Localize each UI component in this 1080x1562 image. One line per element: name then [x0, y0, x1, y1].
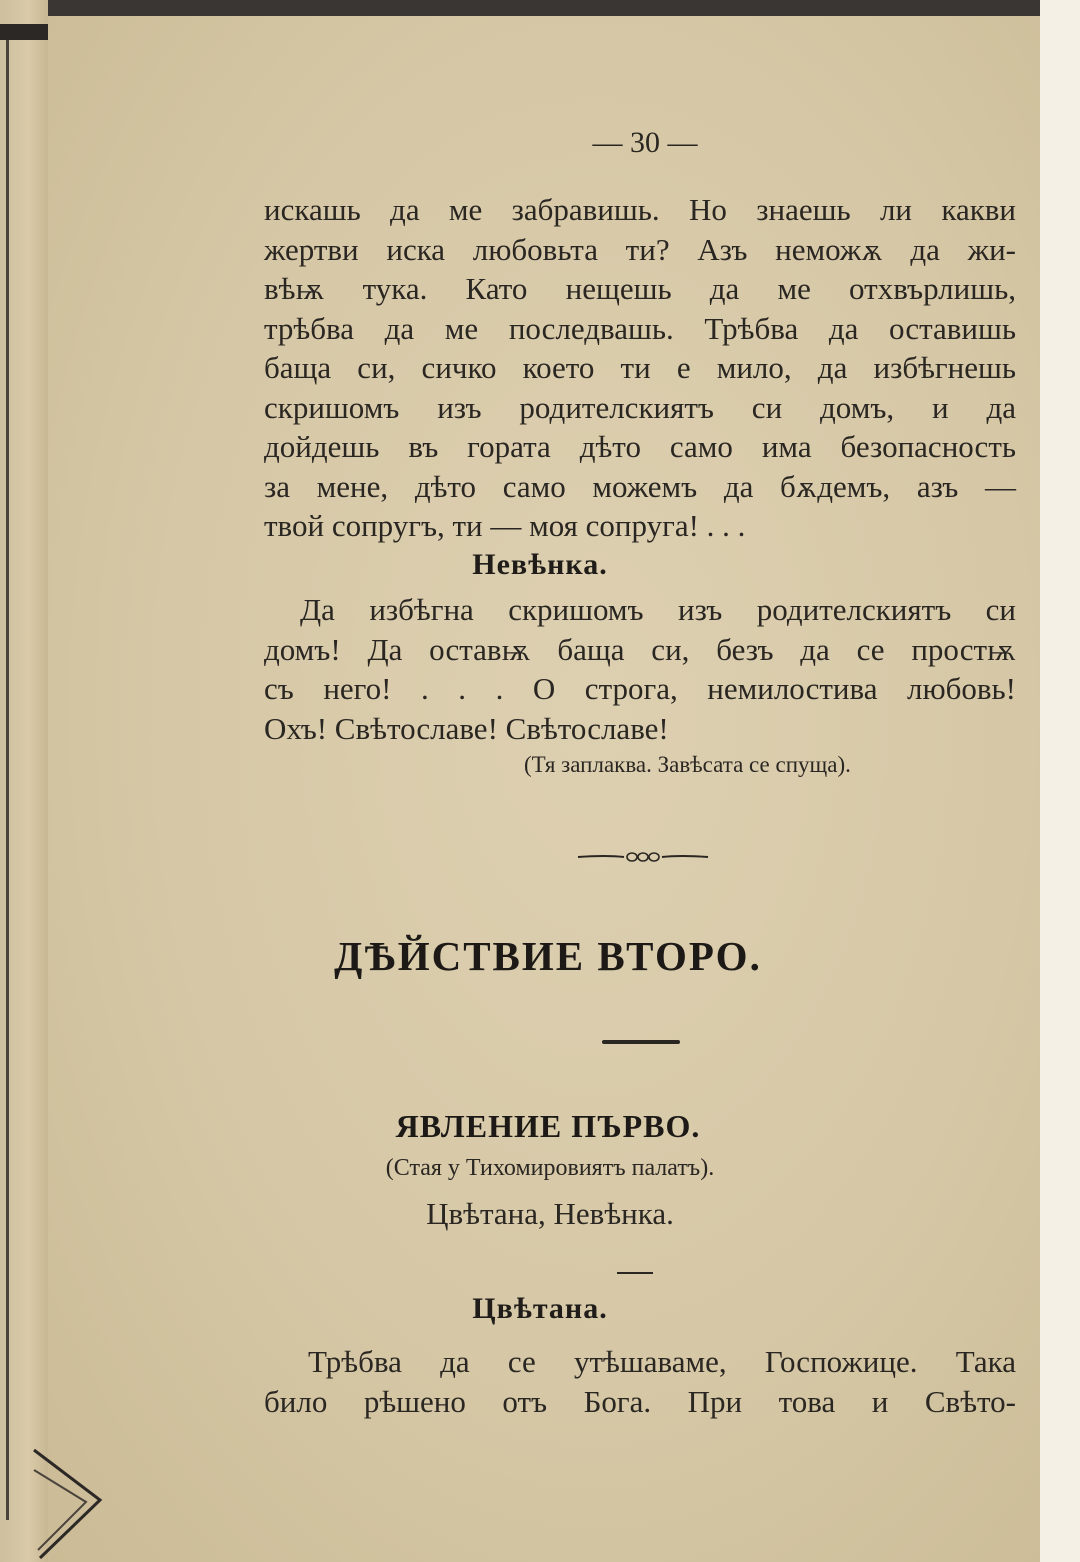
- text-line: искашь да ме забравишь. Но знаешь ли какви: [264, 192, 1016, 227]
- text-line: трѣбва да ме последвашь. Трѣбва да оставишь: [264, 310, 1016, 346]
- text-line: дойдешь въ гората дѣто само има безопасность: [264, 429, 1016, 464]
- text-line: твой сопругъ, ти — моя сопруга! . . .: [264, 508, 746, 543]
- page-number: — 30 —: [592, 126, 698, 159]
- text-line: било рѣшено отъ Бога. При това и Свѣто-: [264, 1383, 1016, 1419]
- text-line: Да избѣгна скришомъ изъ родителскиятъ си: [300, 592, 1016, 627]
- text-line: вѣѭ тука. Като нещешь да ме отхвърлишь,: [264, 271, 1016, 306]
- text-line: Охъ! Свѣтославе! Свѣтославе!: [264, 710, 669, 746]
- spine-dark-mark: [0, 24, 48, 40]
- short-rule: [617, 1272, 653, 1274]
- text-line: за мене, дѣто само можемъ да бѫдемъ, азъ —: [264, 468, 1016, 504]
- speaker-name-nevenka: Невѣнка.: [472, 548, 608, 581]
- page-fold-mark: [30, 1440, 110, 1560]
- act-title: ДѢЙСТВИЕ ВТОРО.: [334, 933, 762, 979]
- text-line: баща си, сичко което ти е мило, да избѣгнешь: [264, 350, 1016, 385]
- cast-list: Цвѣтана, Невѣнка.: [426, 1196, 674, 1231]
- text-line: скришомъ изъ родителскиятъ си домъ, и да: [264, 389, 1016, 425]
- text-line: съ него! . . . О строга, немилостива любовь!: [264, 671, 1016, 706]
- stage-direction: (Тя заплаква. Завѣсата се спуща).: [524, 752, 851, 777]
- scan-right-margin: [1040, 0, 1080, 1562]
- paragraph-1: [264, 190, 1016, 546]
- scene-title: ЯВЛЕНИЕ ПЪРВО.: [395, 1108, 701, 1144]
- ornament-divider: [576, 848, 710, 866]
- paragraph-2: [264, 590, 1016, 748]
- scan-top-border: [0, 0, 1080, 16]
- speaker-name-tsvetana: Цвѣтана.: [472, 1292, 608, 1325]
- text-line: жертви иска любовьта ти? Азъ неможѫ да жи-: [264, 231, 1016, 267]
- text-line: Трѣбва да се утѣшаваме, Госпожице. Така: [308, 1344, 1016, 1379]
- section-rule: [602, 1040, 680, 1044]
- text-line: домъ! Да оставѭ баща си, безъ да се простѭ: [264, 631, 1016, 667]
- scene-setting: (Стая у Тихомировиятъ палатъ).: [385, 1155, 715, 1181]
- paragraph-3: [264, 1342, 1016, 1421]
